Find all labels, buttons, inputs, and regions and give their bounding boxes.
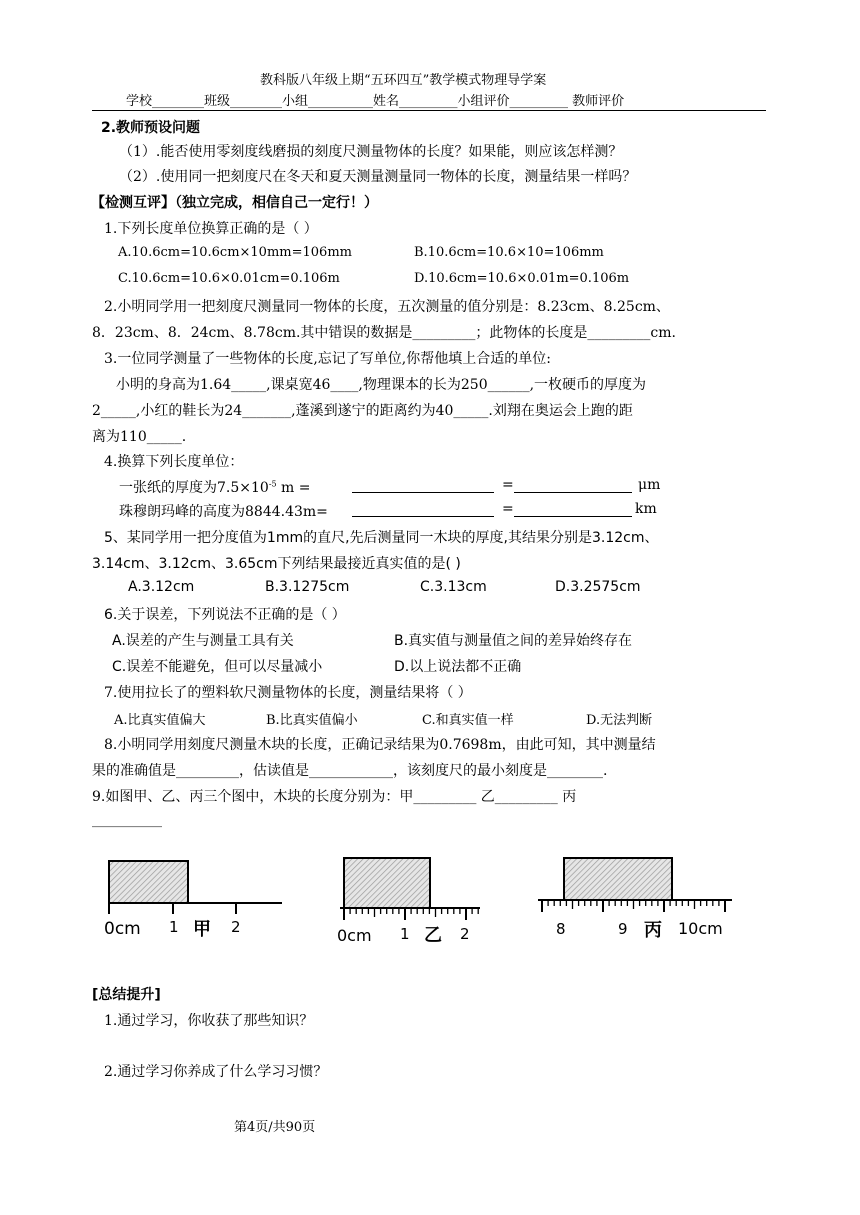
equals-sign: =	[502, 477, 514, 493]
unit-label: μm	[638, 477, 661, 493]
question: 9.如图甲、乙、丙三个图中，木块的长度分别为：甲_________ 乙_________ 丙	[92, 789, 577, 805]
question: （2）.使用同一把刻度尺在冬天和夏天测量测量同一物体的长度，测量结果一样吗？	[119, 169, 637, 185]
tick-label: 1	[169, 918, 179, 936]
question: 6.关于误差，下列说法不正确的是（ ）	[104, 607, 346, 623]
question: 5、某同学用一把分度值为1mm的直尺,先后测量同一木块的厚度,其结果分别是3.12cm、	[104, 530, 659, 546]
conversion-line: 珠穆朗玛峰的高度为8844.43m=	[119, 504, 328, 520]
question: 1.下列长度单位换算正确的是（ ）	[104, 221, 318, 237]
ruler-figure-jia	[100, 852, 285, 947]
tick-label: 9	[618, 920, 628, 938]
tick-label: 8	[556, 920, 566, 938]
question: 1.通过学习，你收获了那些知识？	[104, 1013, 314, 1029]
question-continued: 8．23cm、8．24cm、8.78cm.其中错误的数据是_________；此物体的长度是_________cm.	[92, 325, 676, 341]
wooden-block	[564, 858, 672, 900]
header-rule	[92, 110, 766, 111]
option: A.10.6cm=10.6cm×10mm=106mm	[118, 245, 352, 260]
wooden-block	[344, 858, 430, 908]
question: （1）.能否使用零刻度线磨损的刻度尺测量物体的长度？如果能，则应该怎样测？	[119, 144, 623, 160]
conversion-line: 一张纸的厚度为$7.5\times 10^{-5}$ m =	[119, 479, 311, 496]
option: D.10.6cm=10.6×0.01m=0.106m	[414, 271, 630, 286]
tick-label: 0cm	[104, 919, 141, 939]
answer-blank[interactable]	[352, 492, 494, 493]
option: B.3.1275cm	[265, 579, 350, 595]
question-continued: 3.14cm、3.12cm、3.65cm下列结果最接近真实值的是( )	[92, 556, 461, 572]
equals-sign: =	[502, 501, 514, 517]
option: B.真实值与测量值之间的差异始终存在	[394, 633, 633, 649]
figure-label: 丙	[644, 920, 662, 941]
section-heading: [总结提升]	[92, 987, 161, 1003]
answer-blank[interactable]	[514, 516, 632, 517]
option: A.误差的产生与测量工具有关	[112, 633, 294, 649]
tick-label: 10cm	[678, 919, 723, 938]
option: C.和真实值一样	[422, 713, 514, 728]
figure-label: 甲	[193, 919, 211, 940]
question: 8.小明同学用刻度尺测量木块的长度，正确记录结果为0.7698m，由此可知，其中测量结	[104, 737, 656, 753]
answer-blank-line: __________	[92, 812, 162, 828]
option: C.3.13cm	[420, 579, 487, 595]
answer-blank[interactable]	[352, 516, 494, 517]
question-continued: 2_____,小红的鞋长为24_______,蓬溪到遂宁的距离约为40_____.刘翔在奥运会上跑的距	[92, 403, 633, 419]
question-continued: 小明的身高为1.64_____,课桌宽46____,物理课本的长为250______,一枚硬币的厚度为	[116, 377, 647, 393]
ruler-ticks	[542, 900, 725, 912]
option: D.以上说法都不正确	[394, 659, 522, 675]
question: 2.通过学习你养成了什么学习习惯？	[104, 1064, 328, 1080]
section-heading: 【检测互评】（独立完成，相信自己一定行！）	[91, 195, 378, 211]
ruler-ticks	[344, 908, 478, 920]
wooden-block	[109, 861, 188, 903]
option: A.比真实值偏大	[114, 713, 206, 728]
question: 3.一位同学测量了一些物体的长度,忘记了写单位,你帮他填上合适的单位:	[104, 351, 551, 367]
option: B.10.6cm=10.6×10=106mm	[414, 245, 604, 260]
option: B.比真实值偏小	[266, 713, 358, 728]
question: 7.使用拉长了的塑料软尺测量物体的长度，测量结果将（ ）	[104, 685, 472, 701]
tick-label: 1	[400, 925, 410, 943]
question-continued: 离为110_____.	[92, 429, 187, 445]
option: A.3.12cm	[128, 579, 195, 595]
option: D.无法判断	[586, 713, 653, 728]
page-header-title: 教科版八年级上期“五环四互”教学模式物理导学案	[260, 73, 547, 88]
ruler-figure-bing	[532, 852, 752, 947]
option: C.10.6cm=10.6×0.01cm=0.106m	[118, 271, 340, 286]
question: 2.小明同学用一把刻度尺测量同一物体的长度，五次测量的值分别是：8.23cm、8.25cm、	[104, 299, 670, 315]
ruler-figure-yi	[330, 852, 490, 947]
question-continued: 果的准确值是_________，估读值是____________，该刻度尺的最小刻度是________.	[92, 763, 608, 779]
figure-label: 乙	[424, 925, 442, 946]
option: C.误差不能避免，但可以尽量减小	[112, 659, 323, 675]
tick-label: 2	[460, 925, 470, 943]
answer-blank[interactable]	[514, 492, 632, 493]
question: 4.换算下列长度单位：	[104, 454, 244, 470]
section-heading: 2.教师预设问题	[101, 120, 201, 136]
option: D.3.2575cm	[555, 579, 641, 595]
page-header-fields: 学校________班级________小组__________姓名_________小组评价_________ 教师评价	[126, 94, 625, 109]
page-number: 第4页/共90页	[234, 1120, 316, 1135]
tick-label: 0cm	[337, 926, 372, 945]
unit-label: km	[635, 501, 657, 517]
tick-label: 2	[231, 918, 241, 936]
